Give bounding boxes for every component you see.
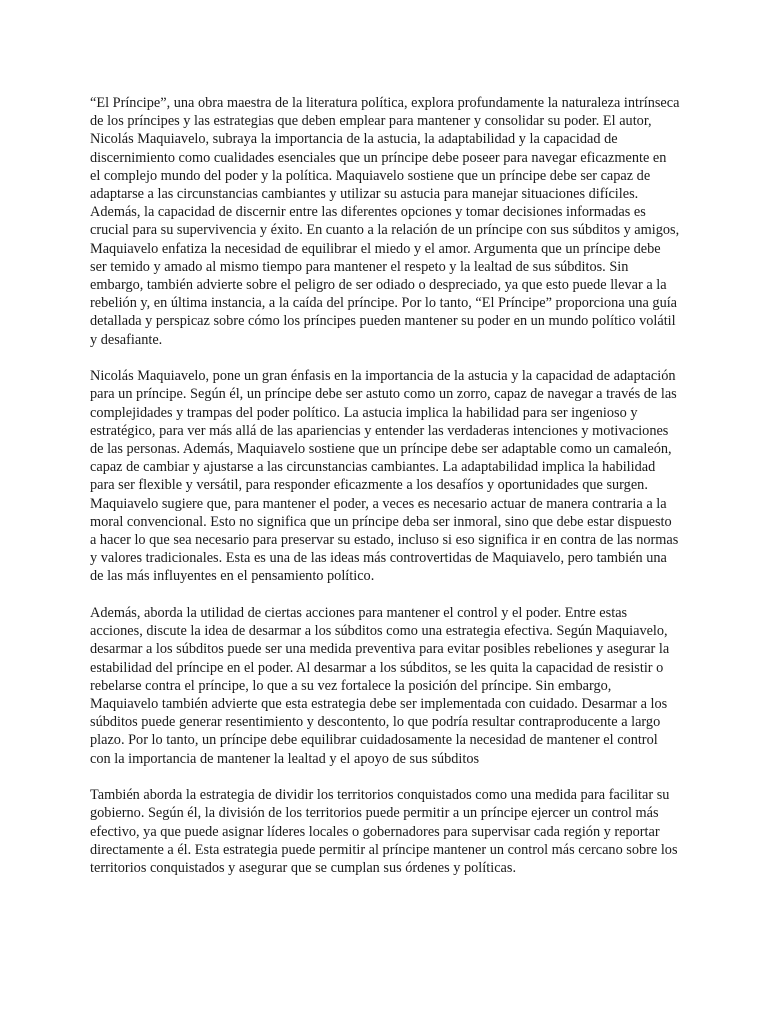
- document-body: [90, 94, 680, 877]
- paragraph-4: También aborda la estrategia de dividir los territorios conquistados como una medida para facilitar su gobierno. Según él, la división de los territorios puede permitir a un príncipe ejercer un control más efectivo, ya que puede asignar líderes locales o gobernadores para supervisar cada región y reportar directamente a él. Esta estrategia puede permitir al príncipe mantener un control más cercano sobre los territorios conquistados y asegurar que se cumplan sus órdenes y políticas.: [90, 787, 678, 877]
- paragraph-3: Además, aborda la utilidad de ciertas acciones para mantener el control y el poder. Entre estas acciones, discute la idea de desarmar a los súbditos como una estrategia efectiva. Según Maquiavelo, desarmar a los súbditos puede ser una medida preventiva para evitar posibles rebeliones y asegurar la estabilidad del príncipe en el poder. Al desarmar a los súbditos, se les quita la capacidad de resistir o rebelarse contra el príncipe, lo que a su vez fortalece la posición del príncipe. Sin embargo, Maquiavelo también advierte que esta estrategia debe ser implementada con cuidado. Desarmar a los súbditos puede generar resentimiento y descontento, lo que podría resultar contraproducente a largo plazo. Por lo tanto, un príncipe debe equilibrar cuidadosamente la necesidad de mantener el control con la importancia de mantener la lealtad y el apoyo de sus súbditos: [90, 605, 670, 767]
- paragraph-2: Nicolás Maquiavelo, pone un gran énfasis en la importancia de la astucia y la capacidad de adaptación para un príncipe. Según él, un príncipe debe ser astuto como un zorro, capaz de navegar a través de las complejidades y trampas del poder político. La astucia implica la habilidad para ser ingenioso y estratégico, para ver más allá de las apariencias y entender las verdaderas intenciones y motivaciones de las personas. Además, Maquiavelo sostiene que un príncipe debe ser adaptable como un camaleón, capaz de cambiar y ajustarse a las circunstancias cambiantes. La adaptabilidad implica la habilidad para ser flexible y versátil, para responder eficazmente a los desafíos y oportunidades que surgen. Maquiavelo sugiere que, para mantener el poder, a veces es necesario actuar de manera contraria a la moral convencional. Esto no significa que un príncipe deba ser inmoral, sino que debe estar dispuesto a hacer lo que sea necesario para preservar su estado, incluso si eso significa ir en contra de las normas y valores tradicionales. Esta es una de las ideas más controvertidas de Maquiavelo, pero también una de las más influyentes en el pensamiento político.: [90, 368, 679, 585]
- paragraph-1: “El Príncipe”, una obra maestra de la literatura política, explora profundamente la naturaleza intrínseca de los príncipes y las estrategias que deben emplear para mantener y consolidar su poder. El autor, Nicolás Maquiavelo, subraya la importancia de la astucia, la adaptabilidad y la capacidad de discernimiento como cualidades esenciales que un príncipe debe poseer para navegar eficazmente en el complejo mundo del poder y la política. Maquiavelo sostiene que un príncipe debe ser capaz de adaptarse a las circunstancias cambiantes y utilizar su astucia para manejar situaciones difíciles. Además, la capacidad de discernir entre las diferentes opciones y tomar decisiones informadas es crucial para su supervivencia y éxito. En cuanto a la relación de un príncipe con sus súbditos y amigos, Maquiavelo enfatiza la necesidad de equilibrar el miedo y el amor. Argumenta que un príncipe debe ser temido y amado al mismo tiempo para mantener el respeto y la lealtad de sus súbditos. Sin embargo, también advierte sobre el peligro de ser odiado o despreciado, ya que esto puede llevar a la rebelión y, en última instancia, a la caída del príncipe. Por lo tanto, “El Príncipe” proporciona una guía detallada y perspicaz sobre cómo los príncipes pueden mantener su poder en un mundo político volátil y desafiante.: [90, 95, 680, 348]
